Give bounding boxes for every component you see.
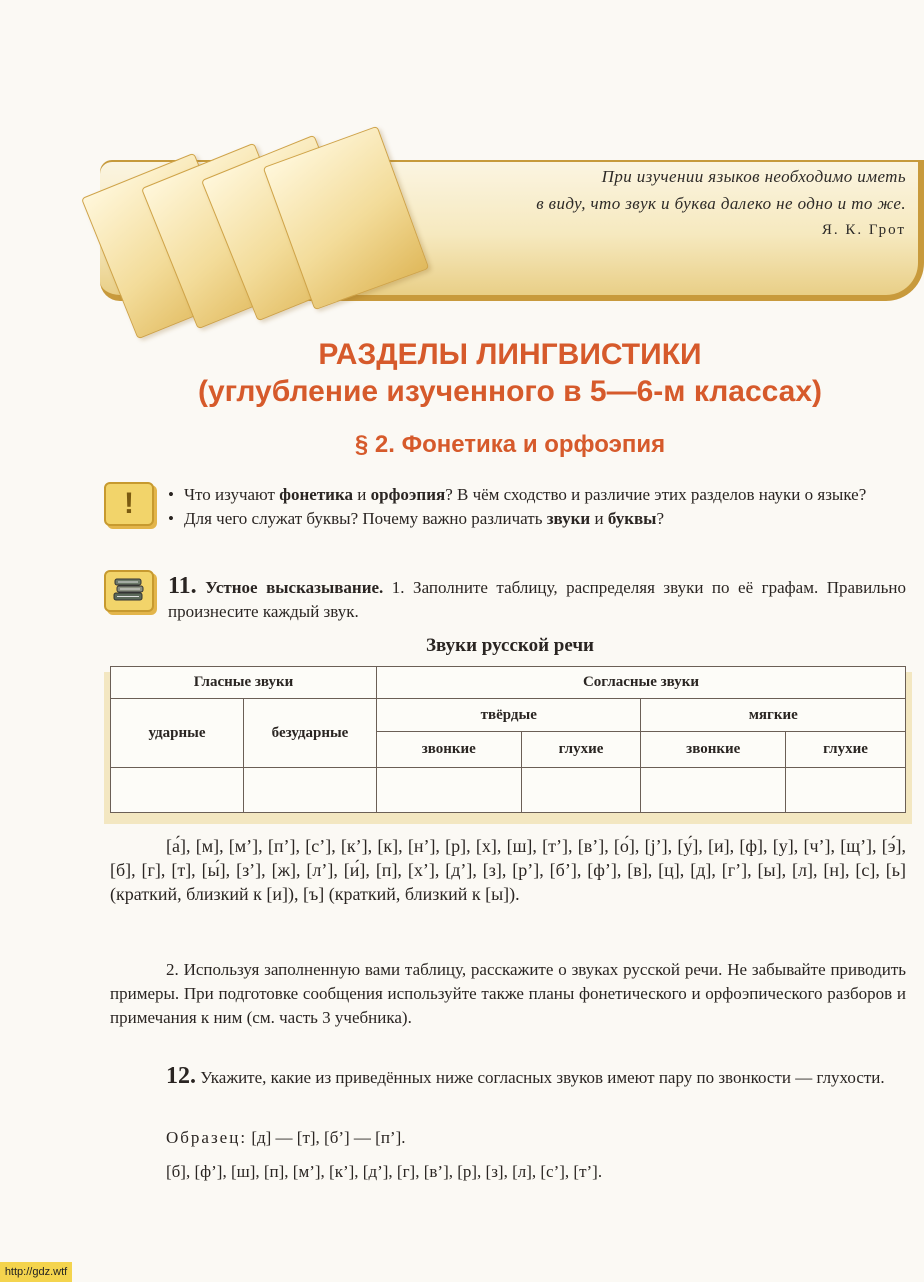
header-consonants: Согласные звуки <box>377 667 906 699</box>
quote-author: Я. К. Грот <box>821 222 906 238</box>
sample-label: Образец: <box>166 1128 248 1147</box>
chapter-title-line-1: РАЗДЕЛЫ ЛИНГВИСТИКИ <box>318 338 702 371</box>
watermark-link[interactable]: http://gdz.wtf <box>0 1262 72 1282</box>
header-hard: твёрдые <box>377 699 641 732</box>
exercise-11-label: Устное высказывание. <box>205 578 384 597</box>
table-cell <box>244 768 377 813</box>
sounds-list: [а́], [м], [м’], [п’], [с’], [к’], [к], [н’], [р], [х], [ш], [т’], [в’], [о́], [j’], [у́], [и], [ф], [у], [ч’], [щ’], [э́], [б], [г], [т], [ы́], [з’], [ж], [л’], [и́], [п], [х’], [д’], [з], [р’], [б’], [ф’], [в], [ц], [д], [г’], [ы], [л], [н], [с], [ь] (краткий, близкий к [и]), [ъ] (краткий, близкий к [ы]). <box>110 836 906 904</box>
header-stressed: ударные <box>111 699 244 768</box>
header-hard-voiced: звонкие <box>377 732 522 768</box>
header-soft: мягкие <box>641 699 906 732</box>
table-cell <box>111 768 244 813</box>
header-hard-voiceless: глухие <box>521 732 641 768</box>
sounds-table <box>110 666 906 813</box>
table-cell <box>377 768 522 813</box>
books-icon <box>104 570 154 612</box>
table-cell <box>521 768 641 813</box>
quote-line-2: в виду, что звук и буква далеко не одно и то же. <box>536 194 906 213</box>
epigraph-quote <box>386 163 906 244</box>
chapter-title <box>110 336 910 410</box>
exercise-11-number: 11. <box>168 573 197 599</box>
exercise-11-part-2: 2. Используя заполненную вами таблицу, расскажите о звуках русской речи. Не забывайте приводить примеры. При подготовке сообщения используйте также планы фонетического и орфоэпического разборов и примечания к ним (см. часть 3 учебника). <box>110 960 906 1027</box>
question-item: • Для чего служат буквы? Почему важно различать звуки и буквы? <box>168 507 908 531</box>
table-title: Звуки русской речи <box>426 635 594 656</box>
exercise-12-sample: Образец: [д] — [т], [б’] — [п’]. <box>166 1128 406 1147</box>
exercise-12-list: [б], [ф’], [ш], [п], [м’], [к’], [д’], [г], [в’], [р], [з], [л], [с’], [т’]. <box>166 1162 603 1181</box>
header-soft-voiceless: глухие <box>786 732 906 768</box>
pages-illustration <box>95 130 425 315</box>
exercise-12-text: 12. Укажите, какие из приведённых ниже согласных звуков имеют пару по звонкости — глухости. <box>166 1063 885 1089</box>
header-unstressed: безударные <box>244 699 377 768</box>
exercise-12-number: 12. <box>166 1063 196 1089</box>
header-vowels: Гласные звуки <box>111 667 377 699</box>
table-cell <box>786 768 906 813</box>
header-soft-voiced: звонкие <box>641 732 786 768</box>
section-title: § 2. Фонетика и орфоэпия <box>354 431 666 458</box>
exercise-11-intro: 11. Устное высказывание. 1. Заполните таблицу, распределяя звуки по её графам. Правильно произнесите каждый звук. <box>168 573 906 621</box>
intro-questions <box>168 483 908 531</box>
exclamation-icon: ! <box>104 482 154 526</box>
quote-line-1: При изучении языков необходимо иметь <box>601 167 906 186</box>
question-item: • Что изучают фонетика и орфоэпия? В чём сходство и различие этих разделов науки о языке? <box>168 483 908 507</box>
chapter-title-line-2: (углубление изученного в 5—6-м классах) <box>197 375 823 408</box>
table-cell <box>641 768 786 813</box>
